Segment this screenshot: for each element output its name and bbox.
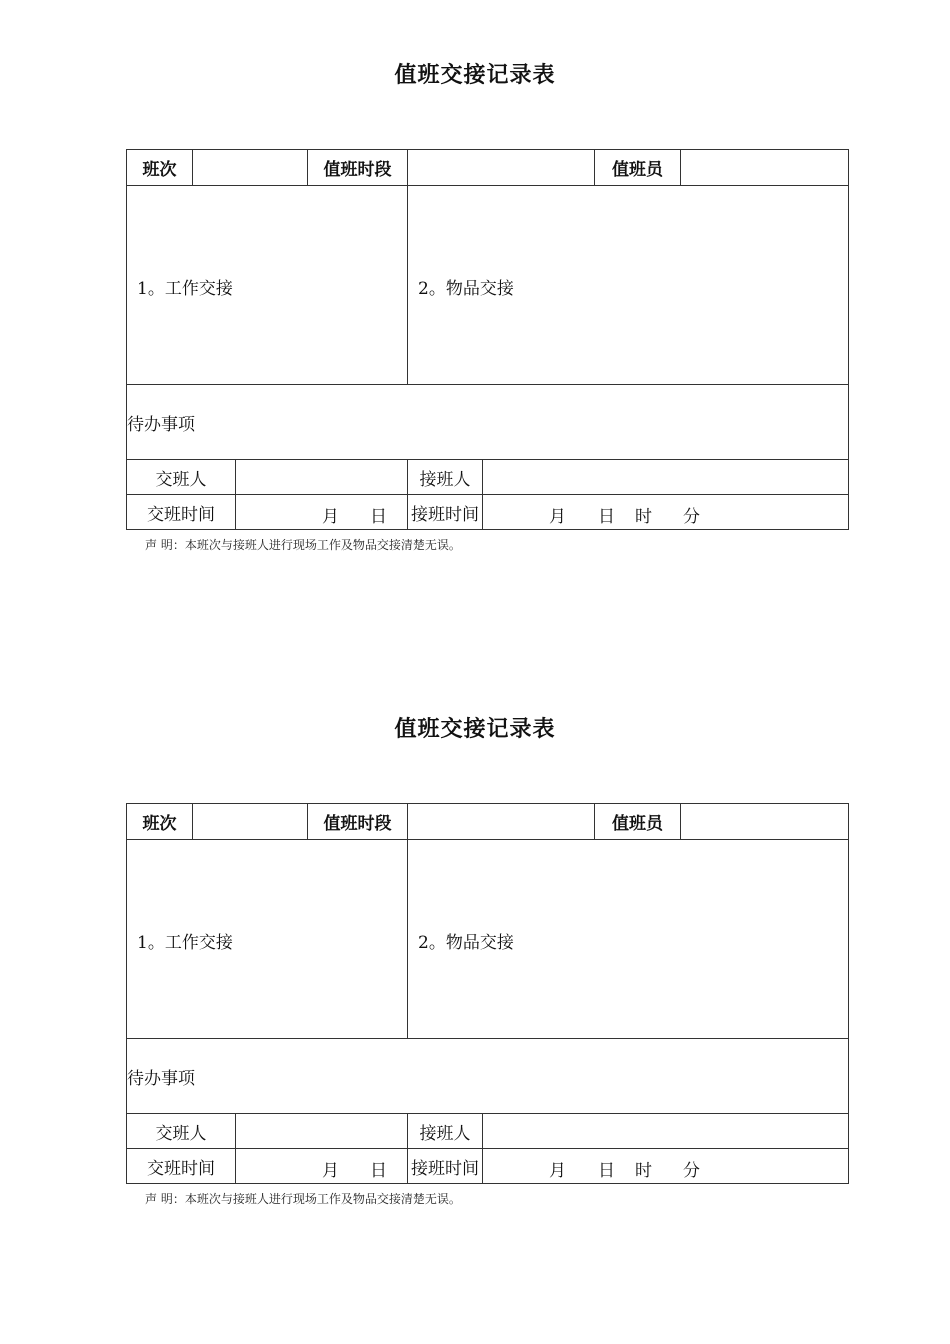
day-label: 日 [598, 1161, 615, 1181]
month-label: 月 [322, 507, 339, 527]
pending-items-label: 待办事项 [127, 1068, 195, 1089]
handover-table [126, 803, 849, 1184]
staff-label: 值班员 [595, 804, 681, 840]
shift-label: 班次 [127, 150, 193, 186]
item-handover-section[interactable] [408, 186, 849, 385]
item-handover-section[interactable] [408, 840, 849, 1039]
staff-label: 值班员 [595, 150, 681, 186]
month-label: 月 [549, 1161, 566, 1181]
receiver-person-field[interactable] [483, 460, 849, 495]
minute-label: 分 [683, 1161, 700, 1181]
form-title: 值班交接记录表 [394, 63, 556, 88]
work-handover-section[interactable] [127, 186, 408, 385]
pending-items-section[interactable] [127, 385, 849, 460]
hour-label: 时 [635, 1161, 652, 1181]
month-label: 月 [549, 507, 566, 527]
shift-label: 班次 [127, 804, 193, 840]
handover-person-field[interactable] [236, 1114, 408, 1149]
period-field[interactable] [408, 150, 595, 186]
work-handover-label: 1。工作交接 [137, 932, 233, 953]
day-label: 日 [370, 1161, 387, 1181]
staff-field[interactable] [681, 804, 849, 840]
item-handover-label: 2。物品交接 [418, 278, 514, 299]
period-label: 值班时段 [308, 150, 408, 186]
month-label: 月 [322, 1161, 339, 1181]
handover-time-field[interactable] [236, 1149, 408, 1184]
pending-items-label: 待办事项 [127, 414, 195, 435]
receiver-time-field[interactable] [483, 1149, 849, 1184]
hour-label: 时 [635, 507, 652, 527]
form-title: 值班交接记录表 [394, 717, 556, 742]
handover-person-field[interactable] [236, 460, 408, 495]
receiver-time-label: 接班时间 [408, 495, 483, 530]
receiver-person-label: 接班人 [408, 460, 483, 495]
declaration-note: 声 明：本班次与接班人进行现场工作及物品交接清楚无误。 [145, 1192, 461, 1206]
day-label: 日 [598, 507, 615, 527]
handover-time-label: 交班时间 [127, 495, 236, 530]
shift-field[interactable] [193, 804, 308, 840]
item-handover-label: 2。物品交接 [418, 932, 514, 953]
handover-time-label: 交班时间 [127, 1149, 236, 1184]
day-label: 日 [370, 507, 387, 527]
receiver-time-field[interactable] [483, 495, 849, 530]
period-label: 值班时段 [308, 804, 408, 840]
receiver-person-label: 接班人 [408, 1114, 483, 1149]
period-field[interactable] [408, 804, 595, 840]
handover-person-label: 交班人 [127, 460, 236, 495]
handover-time-field[interactable] [236, 495, 408, 530]
receiver-time-label: 接班时间 [408, 1149, 483, 1184]
receiver-person-field[interactable] [483, 1114, 849, 1149]
declaration-note: 声 明：本班次与接班人进行现场工作及物品交接清楚无误。 [145, 538, 461, 552]
work-handover-section[interactable] [127, 840, 408, 1039]
shift-field[interactable] [193, 150, 308, 186]
handover-person-label: 交班人 [127, 1114, 236, 1149]
handover-table [126, 149, 849, 530]
minute-label: 分 [683, 507, 700, 527]
pending-items-section[interactable] [127, 1039, 849, 1114]
staff-field[interactable] [681, 150, 849, 186]
work-handover-label: 1。工作交接 [137, 278, 233, 299]
